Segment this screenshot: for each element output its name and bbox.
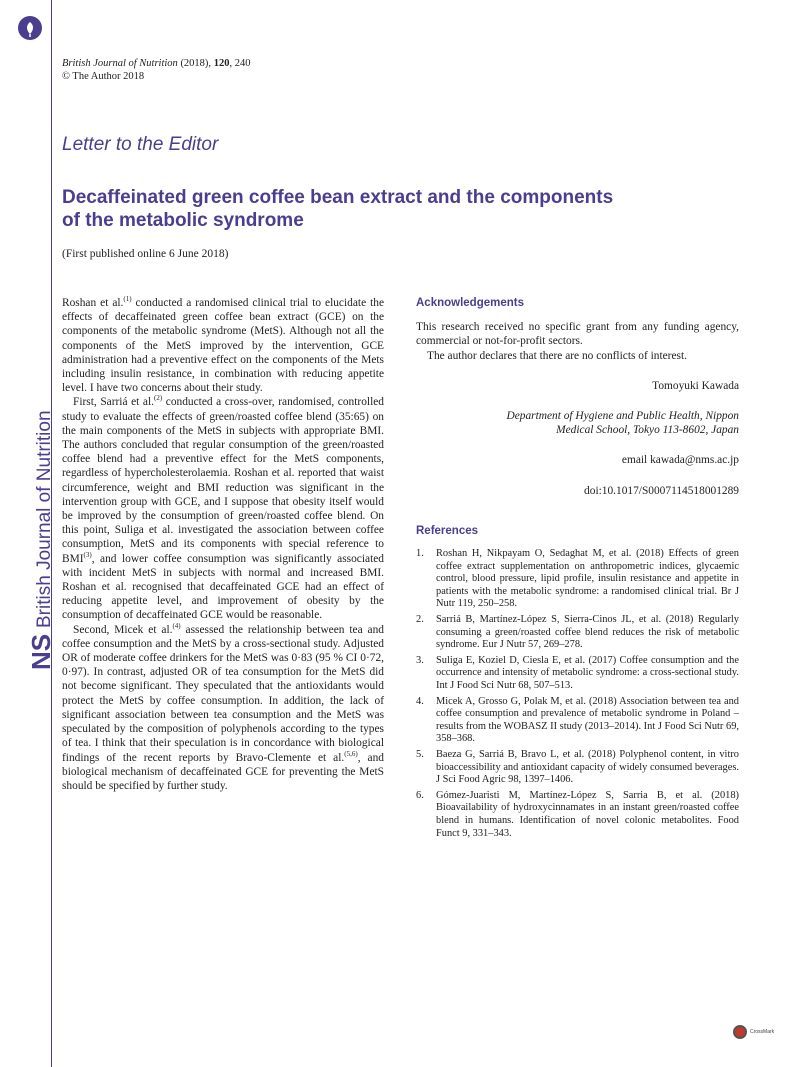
crossmark-icon[interactable] — [733, 1025, 747, 1039]
crossmark-label[interactable]: CrossMark — [750, 1029, 775, 1035]
reference-item: 6. Gómez-Juaristi M, Martínez-López S, Sarria B, et al. (2018) Bioavailability of hydroxycinnamates in an instant green/roasted coffee blend in humans. Identification of novel colonic metabolites. Food Funct 9, 331–343. — [416, 789, 739, 839]
section-title: Letter to the Editor — [62, 134, 219, 155]
body-paragraph-1: Roshan et al.$^{(1)}$ conducted a randomised clinical trial to elucidate the effects of decaffeinated green coffee bean extract (GCE) on the components of the metabolic syndrome (MetS). Although not all the components of the MetS improved by the intervention, GCE administration had a preventive effect on the components of the Mets including insulin resistance, in combination with reducing appetite level. I have two concerns about their study. — [62, 295, 384, 395]
doi[interactable]: doi:10.1017/S0007114518001289 — [584, 484, 739, 497]
journal-name: British Journal of Nutrition — [62, 58, 178, 69]
affiliation-line-1: Department of Hygiene and Public Health, Nippon — [506, 410, 739, 423]
reference-list — [416, 548, 739, 840]
side-journal-name: British Journal of Nutrition — [34, 410, 55, 628]
publication-date: (First published online 6 June 2018) — [62, 248, 229, 260]
journal-year: (2018), — [180, 58, 212, 69]
reference-text: Suliga E, Koziel D, Ciesla E, et al. (2017) Coffee consumption and the occurrence and intensity of metabolic syndrome: a cross-sectional study. Int J Food Sci Nutr 68, 507–513. — [436, 654, 739, 691]
copyright: © The Author 2018 — [62, 71, 145, 82]
author-affiliation — [416, 409, 739, 437]
reference-text: Micek A, Grosso G, Polak M, et al. (2018) Association between tea and coffee consumption and prevalence of metabolic syndrome in Poland – results from the WOBASZ II study (2013–2014). Int J Food Sci Nutr 69, 358–368. — [436, 695, 739, 745]
side-banner — [12, 380, 56, 670]
reference-item: 2. Sarriá B, Martínez-López S, Sierra-Cinos JL, et al. (2018) Regularly consuming a green/roasted coffee blend reduces the risk of metabolic syndrome. Eur J Nutr 57, 269–278. — [416, 614, 739, 651]
acknowledgements-heading: Acknowledgements — [416, 297, 524, 309]
author-name: Tomoyuki Kawada — [652, 379, 739, 392]
author-email[interactable]: email kawada@nms.ac.jp — [621, 454, 739, 467]
journal-page: , 240 — [229, 58, 251, 69]
right-column — [416, 296, 739, 843]
journal-volume: 120 — [213, 58, 230, 69]
reference-item: 3. Suliga E, Koziel D, Ciesla E, et al. (2017) Coffee consumption and the occurrence and intensity of metabolic syndrome: a cross-sectional study. Int J Food Sci Nutr 68, 507–513. — [416, 654, 739, 691]
reference-item: 5. Baeza G, Sarriá B, Bravo L, et al. (2018) Polyphenol content, in vitro bioaccessibility and antioxidant capacity of widely consumed beverages. J Sci Food Agric 98, 1397–1406. — [416, 748, 739, 786]
journal-header — [62, 57, 250, 83]
reference-text: Sarriá B, Martínez-López S, Sierra-Cinos JL, et al. (2018) Regularly consuming a green/roasted coffee blend reduces the risk of metabolic syndrome. Eur J Nutr 57, 269–278. — [436, 614, 739, 651]
reference-text: Baeza G, Sarriá B, Bravo L, et al. (2018) Polyphenol content, in vitro bioaccessibility and antioxidant capacity of widely consumed beverages. J Sci Food Agric 98, 1397–1406. — [436, 748, 739, 786]
reference-text: Gómez-Juaristi M, Martínez-López S, Sarria B, et al. (2018) Bioavailability of hydroxycinnamates in an instant green/roasted coffee blend in humans. Identification of novel colonic metabolites. Food Funct 9, 331–343. — [436, 789, 739, 839]
article-title: Decaffeinated green coffee bean extract and the components of the metabolic syndrome — [62, 187, 614, 231]
left-column — [62, 296, 384, 793]
body-paragraph-2: First, Sarriá et al.$^{(2)}$ conducted a cross-over, randomised, controlled study to evaluate the effects of green/roasted coffee blend (35:65) on the main components of the MetS in subjects with appropriate BMI. The authors concluded that regular consumption of the green/roasted coffee blend had a preventive effect for the MetS components, regardless of hypercholesterolaemia. Roshan et al. reported that waist circumference, weight and BMI reduction was significant in the intervention group with GCE, and I suppose that obesity itself would be improved by the consumption of green/roasted coffee blend. On this point, Suliga et al. investigated the association between coffee consumption, MetS and its components with special reference to BMI$^{(3)}$, and lower coffee consumption was significantly associated with incident MetS in subjects with normal and increased BMI. Roshan et al. recognised that decaffeinated GCE had an effect of reducing appetite level, and improvement of obesity by the consumption of decaffeinated GCE would be reasonable. — [62, 394, 384, 622]
side-logo: NS — [26, 633, 56, 670]
affiliation-line-2: Medical School, Tokyo 113-8602, Japan — [556, 424, 739, 437]
acknowledgements-conflicts: The author declares that there are no conflicts of interest. — [427, 349, 687, 362]
references-heading: References — [416, 524, 479, 537]
journal-badge-icon — [18, 16, 42, 40]
reference-item: 1. Roshan H, Nikpayam O, Sedaghat M, et al. (2018) Effects of green coffee extract supplementation on anthropometric indices, glycaemic control, blood pressure, lipid profile, insulin resistance and appetite in patients with the metabolic syndrome: a randomised clinical trial. Br J Nutr 119, 250–258. — [416, 548, 739, 610]
reference-text: Roshan H, Nikpayam O, Sedaghat M, et al. (2018) Effects of green coffee extract supplementation on anthropometric indices, glycaemic control, blood pressure, lipid profile, insulin resistance and appetite in patients with the metabolic syndrome: a randomised clinical trial. Br J Nutr 119, 250–258. — [436, 548, 739, 610]
body-paragraph-3: Second, Micek et al.$^{(4)}$ assessed the relationship between tea and coffee consumption and the MetS by a cross-sectional study. Adjusted OR of moderate coffee drinkers for the MetS was 0·83 (95 % CI 0·72, 0·97). In contrast, adjusted OR of tea consumption for the MetS did not become significant. They speculated that the antioxidants would protect the MetS by coffee consumption. In addition, the lack of significant association between tea consumption and the MetS was speculated by the composition of polyphenols according to the types of tea. I think that their speculation is in concordance with biological findings of the recent reports by Bravo-Clemente et al.$^{(5,6)}$, and biological mechanism of decaffeinated GCE for preventing the MetS should be specified by further study. — [62, 621, 384, 792]
acknowledgements-funding: This research received no specific grant from any funding agency, commercial or not-for-profit sectors. — [416, 321, 739, 348]
reference-item: 4. Micek A, Grosso G, Polak M, et al. (2018) Association between tea and coffee consumption and prevalence of metabolic syndrome in Poland – results from the WOBASZ II study (2013–2014). Int J Food Sci Nutr 69, 358–368. — [416, 695, 739, 745]
